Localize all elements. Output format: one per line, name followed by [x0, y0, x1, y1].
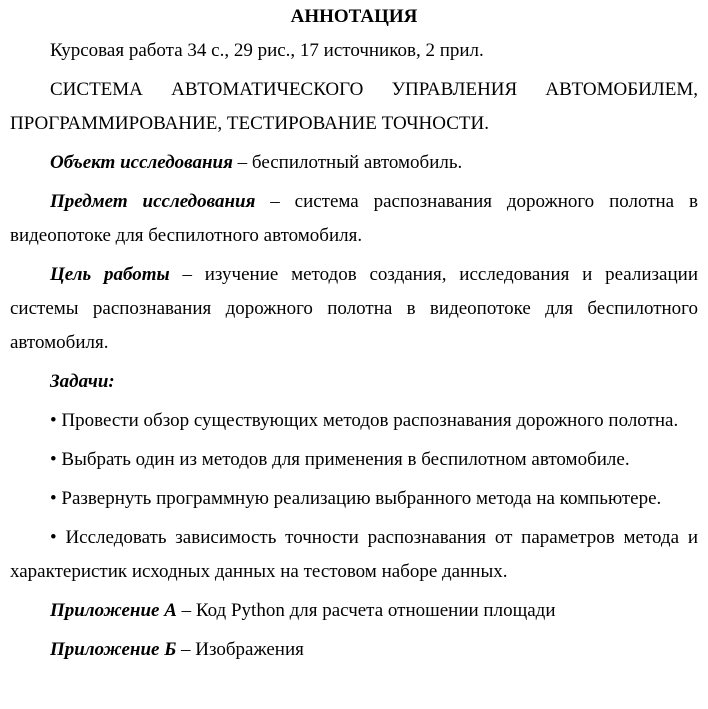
appendix-b-text: – Изображения [176, 639, 304, 660]
task-item: • Развернуть программную реализацию выбранного метода на компьютере. [50, 488, 662, 509]
appendix-a-text: – Код Python для расчета отношении площади [176, 600, 556, 621]
task-item: • Выбрать один из методов для применения в беспилотном автомобиле. [50, 449, 630, 470]
object-text: – беспилотный автомобиль. [232, 152, 463, 173]
object-paragraph [10, 146, 698, 180]
subject-label: Предмет исследования [50, 191, 256, 212]
goal-label: Цель работы [50, 264, 170, 285]
page-title: АННОТАЦИЯ [290, 6, 418, 27]
goal-paragraph [10, 258, 698, 360]
appendix-a [10, 594, 698, 628]
appendix-a-label: Приложение А [50, 600, 177, 621]
appendix-b-label: Приложение Б [50, 639, 177, 660]
keywords-line: СИСТЕМА АВТОМАТИЧЕСКОГО УПРАВЛЕНИЯ АВТОМОБИЛЕМ, [50, 79, 698, 100]
task-item: • Провести обзор существующих методов распознавания дорожного полотна. [50, 410, 679, 431]
object-label: Объект исследования [50, 152, 233, 173]
subject-text: – система распознавания дорожного полотна в видеопотоке для беспилотного автомобиля. [10, 191, 698, 246]
goal-text: – изучение методов создания, исследования и реализации системы распознавания дорожного полотна в видеопотоке для беспилотного автомобиля. [10, 264, 698, 353]
subject-paragraph [10, 185, 698, 253]
tasks-heading: Задачи: [50, 371, 115, 392]
keywords-line-cont: ПРОГРАММИРОВАНИЕ, ТЕСТИРОВАНИЕ ТОЧНОСТИ. [10, 113, 489, 134]
task-item: • Исследовать зависимость точности распознавания от параметров метода и характеристик исходных данных на тестовом наборе данных. [10, 527, 698, 582]
summary-line: Курсовая работа 34 с., 29 рис., 17 источников, 2 прил. [50, 40, 484, 61]
appendix-b [10, 633, 698, 667]
